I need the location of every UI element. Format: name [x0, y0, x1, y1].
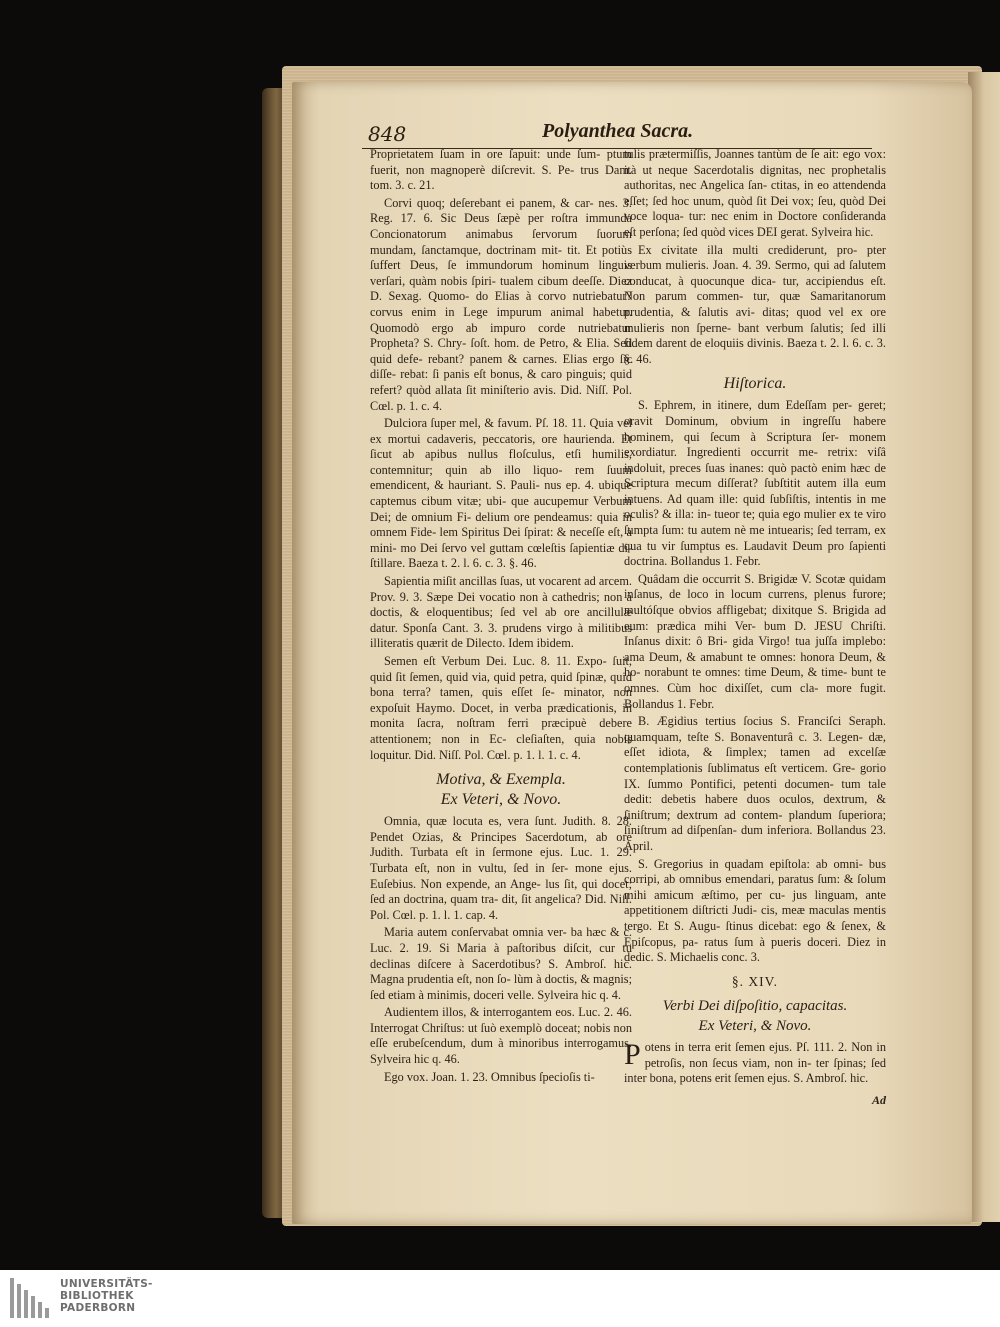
library-name-line: BIBLIOTHEK [60, 1290, 134, 1302]
catchword: Ad [871, 1093, 886, 1108]
paragraph: Ego vox. Joan. 1. 23. Omnibus ſpecioſis ti- [384, 1069, 595, 1084]
running-title: Polyanthea Sacra. [542, 120, 694, 142]
drop-capital: P [624, 1038, 641, 1072]
paragraph: Sapientia miſit ancillas ſuas, ut vocarent ad arcem. Prov. 9. 3. Sæpe Dei vocatio non à cathedris; non à doctis, & eloquentibus; ſed vel ab ore ancillulæ datur. Sponſa Cant. 3. 3. prudens virgo à militibus illiteratis quærit de Dilecto. Idem ibidem. [370, 574, 632, 651]
heading-line: Motiva, & Exempla. [436, 771, 566, 789]
library-name-line: UNIVERSITÄTS- [60, 1278, 153, 1290]
section-heading [624, 996, 886, 1036]
paragraph: Quâdam die occurrit S. Brigidæ V. Scotæ quidam inſanus, de loco in locum currens, plenus furore; multóſque obvios affligebat; dixitque S. Brigida ad eum: prædica mihi Ver- bum D. JESU Chriſti. Inſanus dixit: ô Bri- gida Virgo! tua juſſa implebo: ama Deum, & amabunt te omnes: honora Deum, & ho- norabunt te omnes: time Deum, & time- bunt te omnes. Cùm hoc dixiſſet, cum cla- more fugit. Bollandus 1. Febr. [624, 571, 886, 711]
paragraph: S. Ephrem, in itinere, dum Edeſſam per- geret; oravit Dominum, obvium in ingreſſu habere hominem, qui ſecum à Scriptura ſer- monem exordiatur. Ingredienti occurrit me- retrix: viſâ indoluit, preces ſuas inanes: quò pactò enim hæc de Scriptura mecum diſſerat? ſubſtitit autem illa eum intuens. Ad quam ille: quid ſubſiſtis, intentis in me oculis? & illa: in- tueor te; quia ego mulier ex te viro ſumpta ſum: tu autem nè me intuearis; ſed terram, ex qua tu vir ſumptus es. Laudavit Deum pro ſapienti doctrina. Bollandus 1. Febr. [624, 398, 886, 569]
library-logo-icon [10, 1278, 54, 1318]
page-header [362, 116, 870, 150]
library-name-line: PADERBORN [60, 1302, 136, 1314]
paragraph-text: otens in terra erit ſemen ejus. Pſ. 111. 2. Non in petroſis, non ſecus viam, non in- ter ſpinas; ſed inter bona, potens erit ſemen ejus. S. Ambroſ. hic. [624, 1040, 886, 1086]
paragraph: Corvi quoq; deſerebant ei panem, & car- nes. 3. Reg. 17. 6. Sic Deus ſæpè per roſtra immunda Concionatorum animabus ſervorum ſuorum mundam, ſanctamque, doctrinam mit- tit. Et potiùs ſuffert Deus, ſe immundorum hominum linguis verſari, quàm nobis ſpiri- tualem cibum deeſſe. Diez D. Sexag. Quomo- do Elias à corvo nutriebatur? corvus enim in Lege impurum animal habetur. Quomodò ergo ab impuro corde nutriebatur Propheta? S. Chry- ſoſt. hom. de Petro, & Elia. Sed quid defe- rebant? panem & carnes. Elias ergo ſic diſſe- rebat: ſi panis eſt bonus, & caro pinguis; quid refert? quòd allata ſit miniſterio avis. Did. Niſſ. Pol. Cœl. p. 1. c. 4. [370, 195, 632, 413]
facing-page-edge [968, 72, 1000, 1222]
paragraph: Maria autem conſervabat omnia ver- ba hæc & c. Luc. 2. 19. Si Maria à paſtoribus diſcit, cur tu declinas diſcere à Sacerdotibus? S. Ambroſ. hic. Magna prudentia eſt, non ſo- lùm à doctis, & magnis; ſed etiam à minimis, doceri velle. Sylveira hic q. 4. [370, 925, 632, 1002]
heading-line: Verbi Dei diſpoſitio, capacitas. [662, 998, 848, 1015]
paragraph: B. Ægidius tertius ſocius S. Franciſci Seraph. quamquam, teſte S. Bonaventurâ c. 3. Legen- dæ, eſſet idiota, & ſimplex; tamen ad excelſæ contemplationis ſublimatus eſt verticem. Gre- gorio IX. ſummo Pontifici, petenti documen- tum tale dedit: debetis habere duos oculos, dextrum, & ſiniſtrum; dextrum ad contem- plandum ſuperiora; ſiniſtrum ad diſpenſan- dum inferiora. Bollandus 23. April. [624, 714, 886, 853]
paragraph: Omnia, quæ locuta es, vera ſunt. Judith. 8. 28. Pendet Ozias, & Principes Sacerdotum, ab ore Judith. Turbata eſt in ſermone ejus. Luc. 1. 29. Turbata eſt, non in vultu, ſed in ſer- mone ejus. Euſebius. Non expende, an Ange- lus ſit, qui docet; ſed an doctrina, quam tra- dit, ſit angelica? Did. Niſſ. Pol. Cœl. p. 1. l. 1. cap. 4. [370, 814, 632, 922]
section-heading: Hiſtorica. [723, 375, 787, 393]
paragraph: Semen eſt Verbum Dei. Luc. 8. 11. Expo- ſuit, quid ſit ſemen, quid via, quid petra, quid ſpinæ, quid bona terra? tamen, quis eſſet ſe- minator, non expoſuit Haymo. Docet, in verba prædicationis, in monita ſacra, noſtram ferri præcipuè debere attentionem; non in Ec- cleſiaſten, quia nobis loquitur. Did. Niſſ. Pol. Cœl. p. 1. l. 1. c. 4. [370, 654, 632, 762]
right-column [624, 147, 886, 1109]
heading-line: Ex Veteri, & Novo. [440, 791, 562, 809]
page-number: 848 [368, 122, 407, 146]
section-heading [370, 770, 632, 810]
heading-line: Ex Veteri, & Novo. [698, 1018, 812, 1035]
paragraph: Ex civitate illa multi crediderunt, pro- pter verbum mulieris. Joan. 4. 39. Sermo, qui ad ſalutem conducat, à quocunque dica- tur, accipiendus eſt. Non parum commen- tur, quæ Samaritanorum prudentia, & ſalutis avi- ditas; quod vel ex ore mulieris non ſperne- bant verbum ſalutis; ſed illi fidem darent de eloquiis divinis. Baeza t. 2. l. 6. c. 3. §. 46. [624, 242, 886, 366]
library-name [60, 1278, 153, 1314]
paragraph: Audientem illos, & interrogantem eos. Luc. 2. 46. Interrogat Chriſtus: ut ſuò exemplò doceat; nobis non eſſe erubeſcendum, dum à minoribus interrogamus. Sylveira hic q. 46. [370, 1005, 632, 1067]
left-column [370, 147, 632, 1087]
library-footer [0, 1270, 1000, 1327]
section-number: §. XIV. [731, 973, 779, 989]
paragraph: tulis prætermiſſis, Joannes tantùm de ſe ait: ego vox: ità ut neque Sacerdotalis dignitas, nec prophetalis authoritas, nec Angelica ſan- ctitas, in eo attendenda eſſet; ſed hoc unum, quòd ſit Dei vox; ſeu, quòd Dei voce loqua- tur: nec enim in Doctore conſideranda eſt perſona; ſed quòd vices DEI gerat. Sylveira hic. [624, 147, 886, 239]
paragraph: Proprietatem ſuam in ore ſapuit: unde ſum- ptum fuerit, non magnoperè diſcrevit. S. Pe- trus Dam. tom. 3. c. 21. [370, 147, 632, 193]
paragraph: Dulciora ſuper mel, & favum. Pſ. 18. 11. Quia vel ex mortui cadaveris, peccatoris, ore hauriendа. Et ſicut ab apibus nullus floſculus, etſi humilis, contemnitur; quin ab illo liquo- rem ſuum emendicent, & hauriant. S. Pauli- nus ep. 4. ubique captemus cibum vitæ; ubi- que aucupemur Verbum Dei; de omnium Fi- delium ore pendeamus: quia in omnem Fide- lem Spiritus Dei ſpirat: & neceſſe eſt, à mini- mo Dei ſervo vel guttam cœleſtis ſapientiæ di- ſtillare. Baeza t. 2. l. 6. c. 3. §. 46. [370, 416, 632, 571]
paragraph: S. Gregorius in quadam epiſtola: ab omni- bus corripi, ab omnibus emendari, paratus ſum: & ſolum mihi amicum æſtimo, per cu- jus linguam, ante appetitionem diſtricti Judi- cis, meæ maculas mentis tergo. Et S. Augu- ſtinus dicebat: ego & ſenex, & Epiſcopus, pa- ratus ſum à pueris doceri. Diez in dedic. S. Michaelis conc. 3. [624, 856, 886, 965]
paragraph [624, 1040, 886, 1087]
